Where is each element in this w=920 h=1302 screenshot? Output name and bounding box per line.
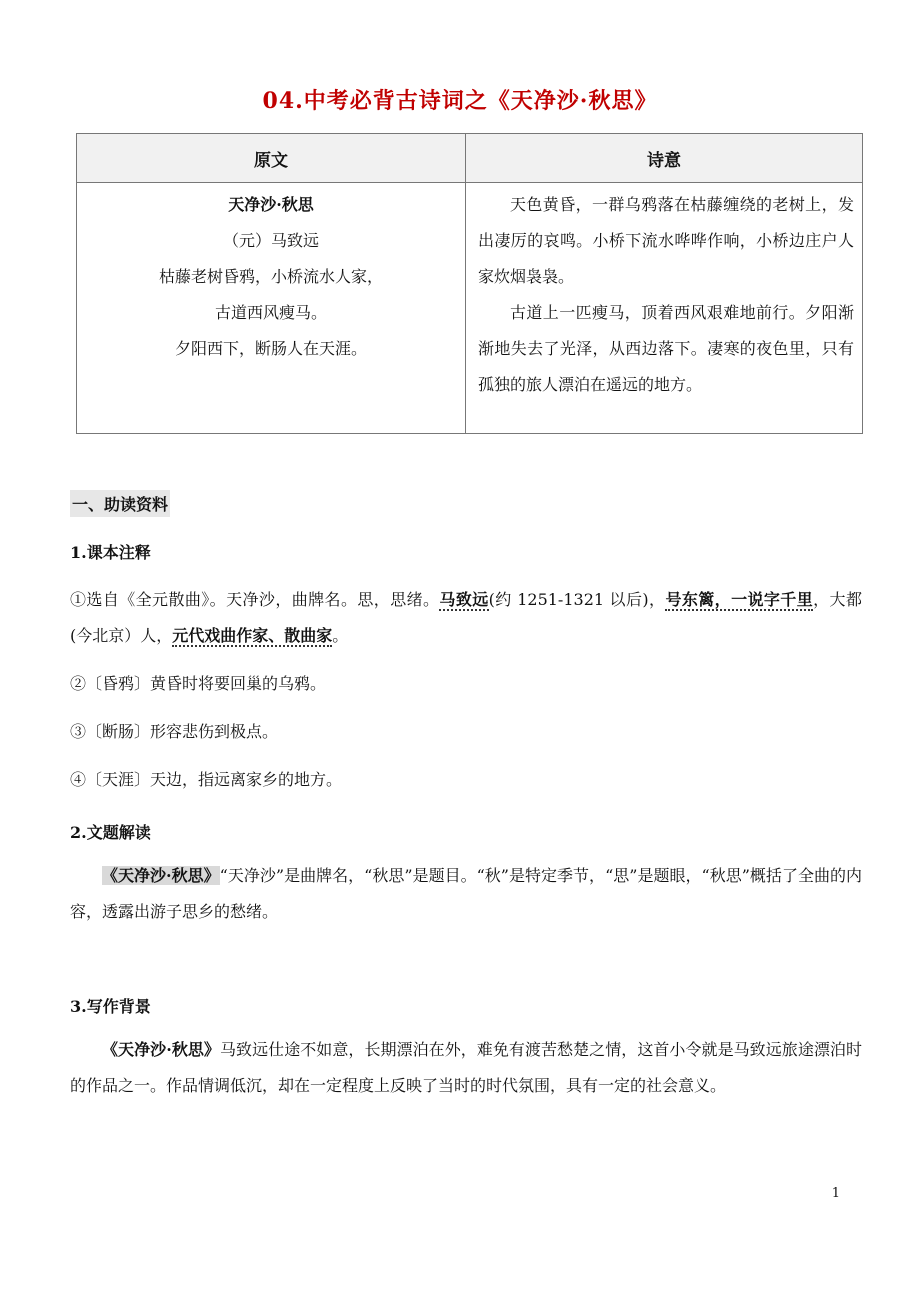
poem-title: 天净沙·秋思: [228, 195, 314, 214]
page-title: 04.中考必背古诗词之《天净沙·秋思》: [262, 88, 658, 114]
subsection-heading: 1.课本注释: [70, 543, 151, 562]
poem-line: 夕阳西下，断肠人在天涯。: [174, 339, 367, 358]
meaning-text-cell: [466, 183, 863, 434]
annotation-text: ，大都(今北京）人，: [70, 590, 862, 645]
paragraph-text: “天净沙”是曲牌名，“秋思”是题目。“秋”是特定季节，“思”是题眼，“秋思”概括了全曲的内容，透露出游子思乡的愁绪。: [70, 866, 862, 921]
annotation-2: ②〔昏鸦〕黄昏时将要回巢的乌鸦。: [70, 674, 327, 693]
page-number: 1: [831, 1186, 840, 1201]
annotation-text: ①选自《全元散曲》。天净沙，曲牌名。思，思绪。: [70, 590, 440, 609]
annotation-4: ④〔天涯〕天边，指远离家乡的地方。: [70, 770, 343, 789]
highlighted-title: 《天净沙·秋思》: [102, 866, 220, 885]
paragraph-text: 马致远仕途不如意，长期漂泊在外，难免有渡苦愁楚之情，这首小令就是马致远旅途漂泊时的作品之一。作品情调低沉，却在一定程度上反映了当时的时代氛围，具有一定的社会意义。: [70, 1040, 862, 1095]
subsection-heading: 2.文题解读: [70, 823, 151, 842]
section-heading: 一、助读资料: [70, 490, 170, 517]
author-name-emphasis: 马致远: [439, 590, 489, 609]
annotation-1: [70, 582, 862, 654]
author-role-emphasis: 元代戏曲作家、散曲家: [172, 626, 333, 645]
poem-table: [76, 133, 863, 434]
annotation-3: ③〔断肠〕形容悲伤到极点。: [70, 722, 279, 741]
annotation-text: 。: [332, 626, 349, 645]
meaning-paragraph: 天色黄昏，一群乌鸦落在枯藤缠绕的老树上，发出凄厉的哀鸣。小桥下流水哗哗作响，小桥边庄户人家炊烟袅袅。: [478, 195, 854, 286]
meaning-paragraph: 古道上一匹瘦马，顶着西风艰难地前行。夕阳渐渐地失去了光泽，从西边落下。凄寒的夜色里，只有孤独的旅人漂泊在遥远的地方。: [478, 303, 854, 394]
column-header-meaning: 诗意: [466, 134, 863, 183]
author-alias-emphasis: 号东篱，一说字千里: [665, 590, 814, 609]
column-header-original: 原文: [77, 134, 466, 183]
original-text-cell: [77, 183, 466, 434]
poem-author: （元）马致远: [222, 231, 319, 250]
poem-line: 古道西风瘦马。: [214, 303, 327, 322]
title-reading-paragraph: [70, 858, 862, 930]
subsection-heading: 3.写作背景: [70, 997, 151, 1016]
bold-title: 《天净沙·秋思》: [102, 1040, 220, 1059]
background-paragraph: [70, 1032, 862, 1104]
poem-line: 枯藤老树昏鸦，小桥流水人家，: [158, 267, 383, 286]
annotation-text: (约 1251-1321 以后)，: [488, 590, 666, 609]
